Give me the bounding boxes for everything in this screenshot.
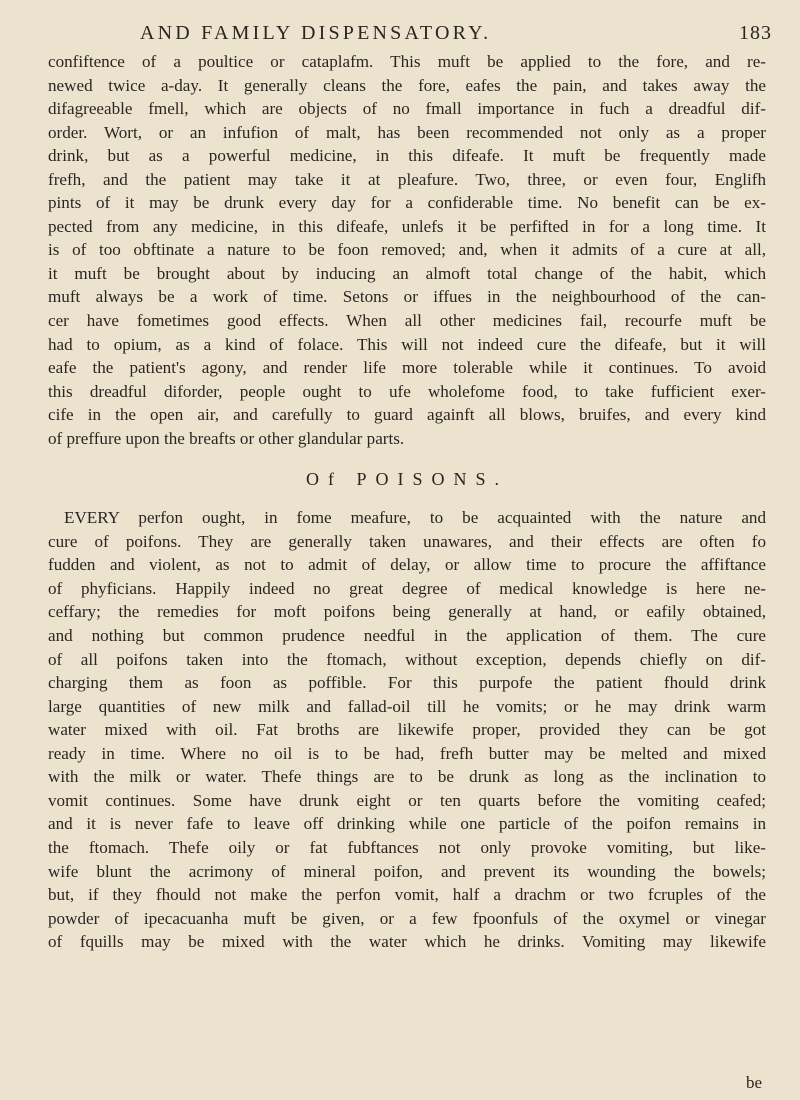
text-line: of all poifons taken into the ftomach, without exception, depends chiefly on dif- — [48, 649, 766, 669]
text-line: newed twice a-day. It generally cleans the fore, eafes the pain, and takes away the — [48, 75, 766, 95]
catchword: be — [745, 1073, 762, 1092]
text-line: difagreeable fmell, which are objects of no fmall importance in fuch a dreadful dif- — [48, 99, 766, 119]
text-line: cer have fometimes good effects. When all other medicines fail, recourfe muft be — [48, 311, 766, 331]
text-line: ceffary; the remedies for moft poifons being generally at hand, or eafily obtained, — [48, 602, 766, 622]
text-line: muft always be a work of time. Setons or iffues in the neighbourhood of the can- — [48, 287, 766, 307]
text-line: but, if they fhould not make the perfon vomit, half a drachm or two fcruples of the — [48, 885, 766, 905]
text-line: ready in time. Where no oil is to be had, frefh butter may be melted and mixed — [48, 743, 766, 763]
text-line: pected from any medicine, in this difeafe, unlefs it be perfifted in for a long time. It — [48, 216, 766, 236]
text-line: of preffure upon the breafts or other glandular parts. — [48, 428, 405, 448]
text-line: with the milk or water. Thefe things are to be drunk as long as the inclination to — [48, 767, 766, 787]
body-text — [48, 50, 766, 954]
text-line: and nothing but common prudence needful in the application of them. The cure — [48, 626, 766, 646]
text-line: wife blunt the acrimony of mineral poifon, and prevent its wounding the bowels; — [48, 861, 766, 881]
text-line: charging them as foon as poffible. For this purpofe the patient fhould drink — [48, 673, 766, 693]
text-line: vomit continues. Some have drunk eight or ten quarts before the vomiting ceafed; — [48, 790, 766, 810]
text-line: pints of it may be drunk every day for a confiderable time. No benefit can be ex- — [48, 193, 766, 213]
paragraph-cancer-treatment — [48, 50, 766, 450]
section-heading-poisons: Of POISONS. — [305, 469, 509, 490]
text-line: powder of ipecacuanha muft be given, or a few fpoonfuls of the oxymel or vinegar — [48, 908, 766, 928]
text-line: cure of poifons. They are generally taken unawares, and their effects are often fo — [48, 531, 766, 551]
text-line: had to opium, as a kind of folace. This will not indeed cure the difeafe, but it will — [48, 334, 766, 354]
text-line: eafe the patient's agony, and render life more tolerable while it continues. To avoid — [48, 358, 766, 378]
running-head — [140, 22, 772, 45]
text-line: EVERY perfon ought, in fome meafure, to be acquainted with the nature and — [64, 508, 766, 528]
text-line: this dreadful diforder, people ought to ufe wholefome food, to take fufficient exer- — [48, 381, 766, 401]
text-line: frefh, and the patient may take it at pleafure. Two, three, or even four, Englifh — [48, 169, 766, 189]
text-line: fudden and violent, as not to admit of delay, or allow time to procure the affiftance — [48, 555, 766, 575]
text-line: and it is never fafe to leave off drinking while one particle of the poifon remains in — [48, 814, 766, 834]
page-number: 183 — [739, 22, 772, 44]
text-line: drink, but as a powerful medicine, in this difeafe. It muft be frequently made — [48, 146, 766, 166]
text-line: water mixed with oil. Fat broths are likewife proper, provided they can be got — [48, 720, 766, 740]
text-line: cife in the open air, and carefully to guard againft all blows, bruifes, and every kind — [48, 405, 766, 425]
text-line: confiftence of a poultice or cataplafm. This muft be applied to the fore, and re- — [48, 52, 766, 71]
text-line: it muft be brought about by inducing an almoft total change of the habit, which — [48, 263, 766, 283]
paragraph-poisons — [48, 506, 766, 953]
text-line: of phyficians. Happily indeed no great degree of medical knowledge is here ne- — [48, 578, 766, 598]
running-head-title: AND FAMILY DISPENSATORY. — [140, 22, 492, 44]
text-line: of fquills may be mixed with the water which he drinks. Vomiting may likewife — [48, 932, 766, 952]
text-line: order. Wort, or an infufion of malt, has been recommended not only as a proper — [48, 122, 766, 142]
text-line: the ftomach. Thefe oily or fat fubftances not only provoke vomiting, but like- — [48, 837, 766, 857]
text-line: large quantities of new milk and fallad-oil till he vomits; or he may drink warm — [48, 696, 766, 716]
text-line: is of too obftinate a nature to be foon removed; and, when it admits of a cure at all, — [48, 240, 766, 260]
